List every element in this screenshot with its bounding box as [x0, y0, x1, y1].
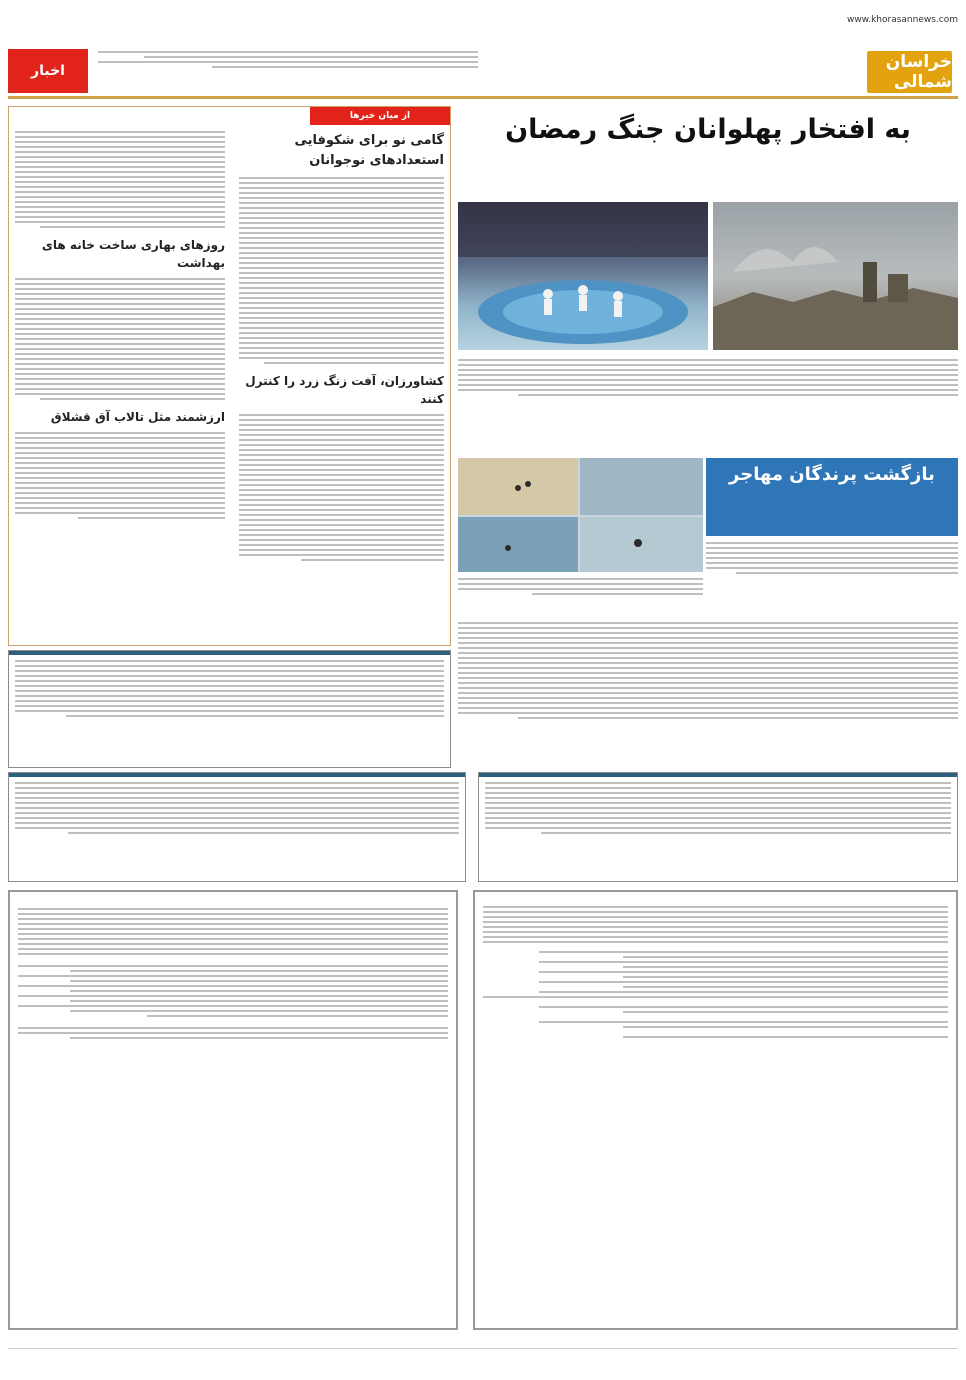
- sidebar-item-title: گامی نو برای شکوفایی استعدادهای نوجوانان: [294, 133, 444, 168]
- sidebar-item-title: ارزشمند مثل تالاب آق قشلاق: [50, 410, 225, 424]
- lead-caption: [458, 356, 958, 396]
- sidebar-header: از میان خبرها: [310, 107, 450, 125]
- address-info: [98, 51, 478, 89]
- lead-photo-left: [458, 202, 708, 350]
- migrant-birds-title: بازگشت پرندگان مهاجر: [729, 464, 935, 485]
- sidebar-col-right: [239, 131, 444, 561]
- lead-story: [458, 112, 958, 452]
- wrestling-arena-image: [458, 202, 708, 350]
- legal-notice: [478, 772, 958, 882]
- migrant-birds-body-cont: [458, 578, 703, 595]
- migrant-birds-banner: [706, 458, 958, 536]
- birds-image: [458, 458, 703, 572]
- lead-photo-right: [713, 202, 958, 350]
- migrant-birds-story: [458, 458, 958, 618]
- legal-notice: [8, 650, 451, 768]
- migrant-birds-photo: [458, 458, 703, 572]
- sidebar-item-title: روزهای بهاری ساخت خانه های بهداشت: [41, 238, 225, 270]
- website-url[interactable]: www.khorasannews.com: [846, 15, 958, 25]
- shareholder-ad: [8, 890, 458, 1330]
- sidebar: [8, 106, 451, 646]
- migrant-birds-body: [706, 542, 958, 574]
- shareholder-ad: [473, 890, 958, 1330]
- website-line: [8, 11, 958, 29]
- sidebar-col-left: [15, 131, 225, 519]
- ruins-image: [713, 202, 958, 350]
- masthead: [8, 15, 958, 99]
- legal-notice: [8, 772, 466, 882]
- milk-shortage-story: [458, 618, 958, 773]
- section-label: اخبار: [8, 49, 88, 93]
- sidebar-item-title: کشاورزان، آفت زنگ زرد را کنترل کنند: [245, 374, 444, 406]
- logo: خراسان شمالی: [867, 51, 952, 93]
- page-footer: [8, 1348, 958, 1362]
- lead-headline: به افتخار پهلوانان جنگ رمضان: [505, 114, 911, 145]
